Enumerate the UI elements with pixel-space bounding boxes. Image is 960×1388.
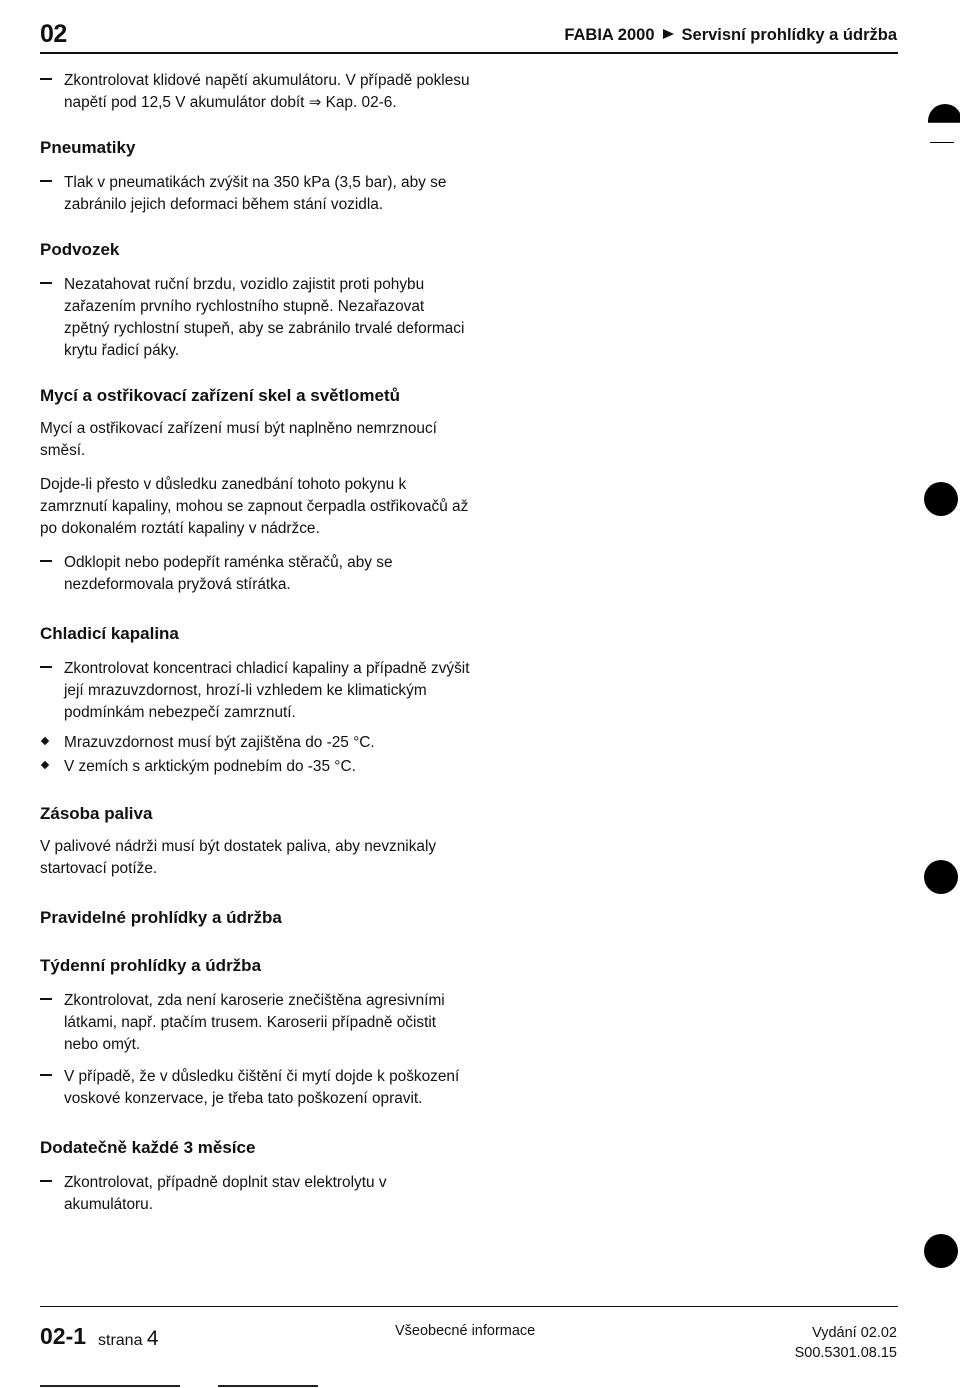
running-title-model: FABIA 2000 xyxy=(564,26,655,44)
paragraph: V palivové nádrži musí být dostatek paliva, aby nevznikaly startovací potíže. xyxy=(40,838,437,877)
footer-page-number: 02-1 xyxy=(40,1323,87,1349)
heading-myci: Mycí a ostřikovací zařízení skel a světlometů xyxy=(40,386,400,405)
heading-zasoba: Zásoba paliva xyxy=(40,804,153,823)
running-title xyxy=(564,26,897,45)
header-rule xyxy=(40,52,898,54)
heading-tydenni: Týdenní prohlídky a údržba xyxy=(40,956,262,975)
dash-bullet-icon xyxy=(40,998,52,1000)
paragraph: Dojde-li přesto v důsledku zanedbání tohoto pokynu k zamrznutí kapaliny, mohou se zapnout čerpadla ostřikovačů až po dokonalém roztátí kapaliny v nádržce. xyxy=(40,476,469,537)
bottom-edge-bar xyxy=(40,1385,180,1387)
heading-pneumatiky: Pneumatiky xyxy=(40,138,136,157)
margin-dot-icon xyxy=(924,482,958,516)
bottom-edge-bar xyxy=(218,1385,318,1387)
paragraph: Mycí a ostřikovací zařízení musí být naplněno nemrznoucí směsí. xyxy=(40,420,437,459)
diamond-list-item: Mrazuvzdornost musí být zajištěna do -25 °C. xyxy=(40,732,470,754)
footer-edition-block xyxy=(795,1323,897,1363)
diamond-bullet-icon xyxy=(41,761,49,769)
reference-arrow-icon: ⇒ xyxy=(308,94,322,111)
list-item: Odklopit nebo podepřít raménka stěračů, aby se nezdeformovala pryžová stírátka. xyxy=(40,552,470,596)
list-item: Zkontrolovat, případně doplnit stav elektrolytu v akumulátoru. xyxy=(40,1172,470,1216)
dash-bullet-icon xyxy=(40,78,52,80)
diamond-list-item: V zemích s arktickým podnebím do -35 °C. xyxy=(40,756,470,778)
dash-bullet-icon xyxy=(40,180,52,182)
heading-dodatecne: Dodatečně každé 3 měsíce xyxy=(40,1138,256,1157)
margin-dot-icon xyxy=(924,860,958,894)
footer-strana-number: 4 xyxy=(146,1327,159,1350)
footer-chapter: Všeobecné informace xyxy=(395,1323,536,1339)
list-item: Zkontrolovat klidové napětí akumulátoru. V případě poklesu napětí pod 12,5 V akumulátor dobít ⇒ Kap. 02-6. xyxy=(40,70,470,114)
running-title-rest: Servisní prohlídky a údržba xyxy=(681,26,897,44)
content-column xyxy=(40,70,470,1216)
footer-edition: Vydání 02.02 xyxy=(812,1325,897,1341)
dash-bullet-icon xyxy=(40,282,52,284)
heading-podvozek: Podvozek xyxy=(40,240,120,259)
list-item: V případě, že v důsledku čištění či mytí dojde k poškození voskové konzervace, je třeba tato poškození opravit. xyxy=(40,1066,470,1110)
footer-rule xyxy=(40,1306,898,1307)
list-item: Tlak v pneumatikách zvýšit na 350 kPa (3,5 bar), aby se zabránilo jejich deformaci během stání vozidla. xyxy=(40,172,470,216)
list-item: Zkontrolovat, zda není karoserie znečištěna agresivními látkami, např. ptačím trusem. Karoserii případně očistit nebo omýt. xyxy=(40,990,470,1056)
dash-bullet-icon xyxy=(40,666,52,668)
heading-pravidelne: Pravidelné prohlídky a údržba xyxy=(40,908,282,927)
arrow-right-icon xyxy=(663,29,674,39)
dash-bullet-icon xyxy=(40,560,52,562)
diamond-bullet-icon xyxy=(41,737,49,745)
dash-bullet-icon xyxy=(40,1074,52,1076)
margin-dot-icon xyxy=(924,1234,958,1268)
list-item: Zkontrolovat koncentraci chladicí kapaliny a případně zvýšit její mrazuvzdornost, hrozí-li vzhledem ke klimatickým podmínkám nebezpečí zamrznutí. xyxy=(40,658,470,724)
dash-bullet-icon xyxy=(40,1180,52,1182)
footer-strana: strana 4 xyxy=(98,1327,159,1350)
heading-chladici: Chladicí kapalina xyxy=(40,624,179,643)
half-circle-marker-line xyxy=(930,142,954,143)
footer-code: S00.5301.08.15 xyxy=(794,1345,897,1361)
section-number: 02 xyxy=(40,20,67,48)
half-circle-marker-icon xyxy=(928,104,960,138)
list-item: Nezatahovat ruční brzdu, vozidlo zajistit proti pohybu zařazením prvního rychlostního stupně. Nezařazovat zpětný rychlostní stupeň, aby se zabránilo trvalé deformaci krytu řadicí páky. xyxy=(40,274,470,362)
